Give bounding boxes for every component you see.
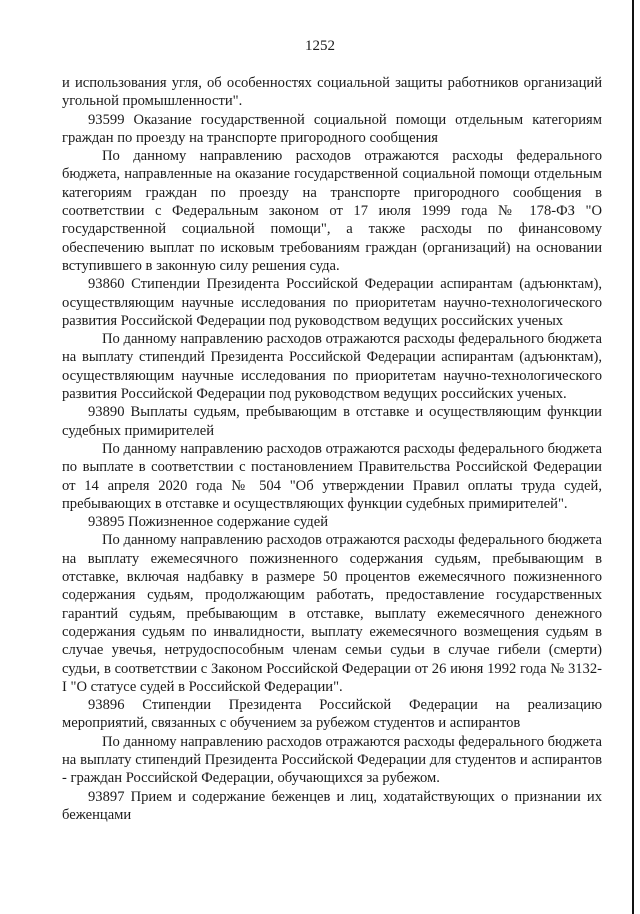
body-paragraph: По данному направлению расходов отражаются расходы федерального бюджета на выплату ежемесячного пожизненного содержания судьям, пребывающим в отставке, включая надбавку в размере 50 процентов ежемесячного пожизненного содержания судьям, продолжающим работать, предоставление государственных гарантий судьям, пребывающим в отставке, выплату ежемесячного денежного содержания судьям по инвалидности, выплату ежемесячного возмещения судьям в случае увечья, нетрудоспособным членам семьи судьи в случае гибели (смерти) судьи, в соответствии с Законом Российской Федерации от 26 июня 1992 года № 3132-I "О статусе судей в Российской Федерации".: [62, 532, 602, 695]
body-paragraph: По данному направлению расходов отражаются расходы федерального бюджета, направленные на оказание государственной социальной помощи отдельным категориям граждан по проезду на транспорте пригородного сообщения в соответствии с Федеральным законом от 17 июля 1999 года № 178-ФЗ "О государственной социальной помощи", а также расходы по финансовому обеспечению выплат по исковым требованиям граждан (организаций) на основании вступившего в законную силу решения суда.: [62, 148, 602, 274]
section-heading: 93860 Стипендии Президента Российской Федерации аспирантам (адъюнктам), осуществляющим научные исследования по приоритетам научно-технологического развития Российской Федерации под руководством ведущих российских ученых: [62, 276, 602, 329]
body-paragraph: По данному направлению расходов отражаются расходы федерального бюджета на выплату стипендий Президента Российской Федерации аспирантам (адъюнктам), осуществляющим научные исследования по приоритетам научно-технологического развития Российской Федерации под руководством ведущих российских ученых.: [62, 331, 602, 403]
page-number: 1252: [305, 38, 335, 54]
section-heading: 93896 Стипендии Президента Российской Федерации на реализацию мероприятий, связанных с обучением за рубежом студентов и аспирантов: [62, 697, 602, 732]
section-heading: 93895 Пожизненное содержание судей: [88, 514, 329, 531]
continued-paragraph: и использования угля, об особенностях социальной защиты работников организаций угольной промышленности".: [62, 75, 602, 110]
scan-edge: [632, 0, 634, 914]
section-heading: 93599 Оказание государственной социальной помощи отдельным категориям граждан по проезду на транспорте пригородного сообщения: [62, 111, 602, 146]
section-heading: 93890 Выплаты судьям, пребывающим в отставке и осуществляющим функции судебных примирителей: [62, 404, 602, 439]
body-paragraph: По данному направлению расходов отражаются расходы федерального бюджета на выплату стипендий Президента Российской Федерации для студентов и аспирантов - граждан Российской Федерации, обучающихся за рубежом.: [62, 733, 602, 787]
section-heading: 93897 Прием и содержание беженцев и лиц, ходатайствующих о признании их беженцами: [62, 788, 602, 823]
document-body: [62, 74, 602, 824]
body-paragraph: По данному направлению расходов отражаются расходы федерального бюджета по выплате в соответствии с постановлением Правительства Российской Федерации от 14 апреля 2020 года № 504 "Об утверждении Правил оплаты труда судей, пребывающих в отставке и осуществляющих функции судебных примирителей".: [62, 440, 602, 512]
